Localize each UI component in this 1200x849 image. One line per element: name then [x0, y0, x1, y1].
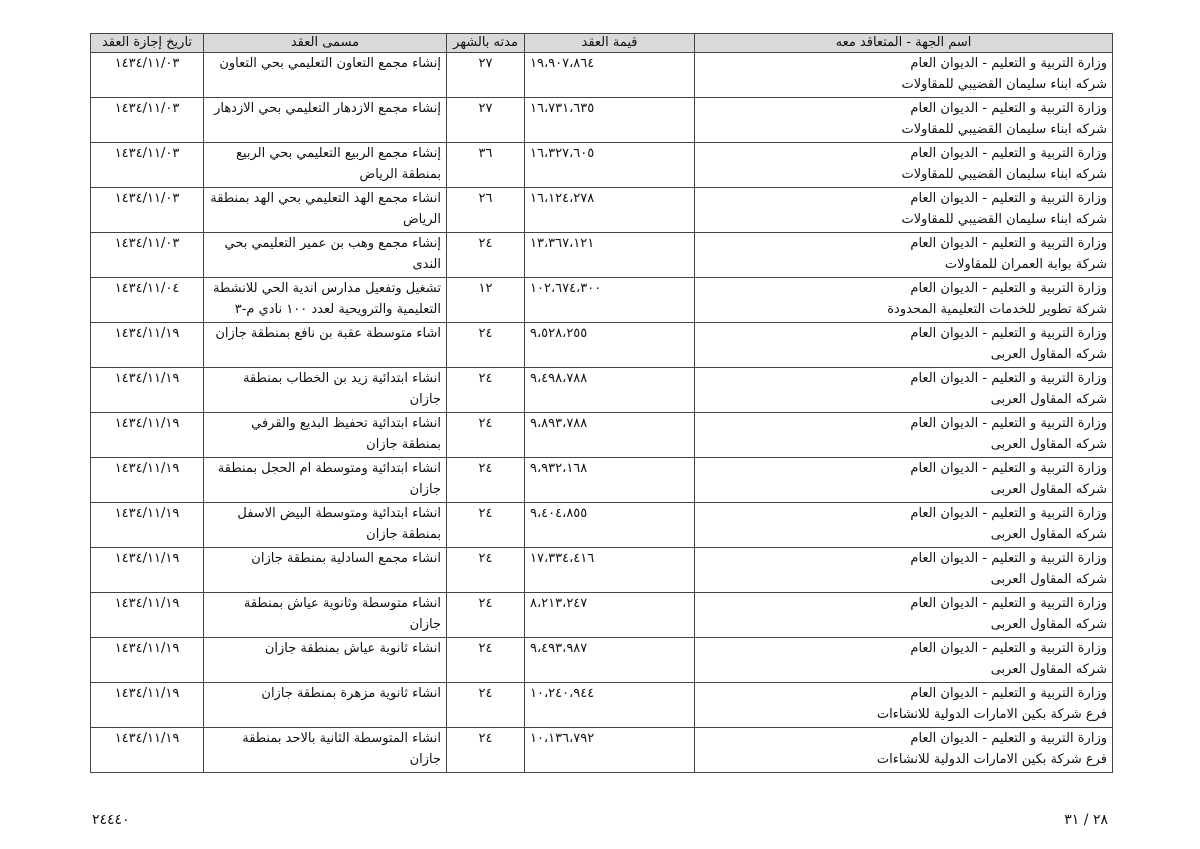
party-contractor: شركه المقاول العربى: [990, 617, 1107, 632]
cell-date: ١٤٣٤/١١/١٩: [91, 638, 204, 683]
cell-contract-name: انشاء المتوسطة الثانية بالاحد بمنطقة جازان: [204, 728, 447, 773]
cell-contract-name: انشاء ابتدائية زيد بن الخطاب بمنطقة جازان: [204, 368, 447, 413]
party-contractor: شركه المقاول العربى: [990, 347, 1107, 362]
header-value: قيمة العقد: [525, 34, 695, 53]
cell-value: ١٦،٧٣١،٦٣٥: [525, 98, 695, 143]
cell-value: ١٠،١٣٦،٧٩٢: [525, 728, 695, 773]
cell-party: [695, 638, 1113, 683]
party-entity: وزارة التربية و التعليم - الديوان العام: [910, 371, 1107, 386]
cell-value: ١٦،٣٢٧،٦٠٥: [525, 143, 695, 188]
cell-date: ١٤٣٤/١١/١٩: [91, 728, 204, 773]
cell-contract-name: انشاء متوسطة وثانوية عياش بمنطقة جازان: [204, 593, 447, 638]
header-name: مسمى العقد: [204, 34, 447, 53]
cell-date: ١٤٣٤/١١/١٩: [91, 683, 204, 728]
cell-party: [695, 323, 1113, 368]
party-contractor: فرع شركة بكين الامارات الدولية للانشاءات: [876, 752, 1107, 767]
cell-date: ١٤٣٤/١١/١٩: [91, 323, 204, 368]
cell-party: [695, 98, 1113, 143]
cell-party: [695, 413, 1113, 458]
table-row: [91, 593, 1113, 638]
cell-contract-name: إنشاء مجمع وهب بن عمير التعليمي بحي الندى: [204, 233, 447, 278]
cell-contract-name: انشاء ثانوية مزهرة بمنطقة جازان: [204, 683, 447, 728]
cell-date: ١٤٣٤/١١/٠٣: [91, 233, 204, 278]
party-entity: وزارة التربية و التعليم - الديوان العام: [910, 731, 1107, 746]
party-contractor: فرع شركة بكين الامارات الدولية للانشاءات: [876, 707, 1107, 722]
cell-value: ١٦،١٢٤،٢٧٨: [525, 188, 695, 233]
cell-value: ١٠٢،٦٧٤،٣٠٠: [525, 278, 695, 323]
cell-value: ١٧،٣٣٤،٤١٦: [525, 548, 695, 593]
party-entity: وزارة التربية و التعليم - الديوان العام: [910, 551, 1107, 566]
cell-contract-name: إنشاء مجمع التعاون التعليمي بحي التعاون: [204, 53, 447, 98]
party-contractor: شركه المقاول العربى: [990, 527, 1107, 542]
table-row: [91, 728, 1113, 773]
table-row: [91, 638, 1113, 683]
party-contractor: شركه المقاول العربى: [990, 482, 1107, 497]
cell-contract-name: انشاء ابتدائية ومتوسطة ام الحجل بمنطقة جازان: [204, 458, 447, 503]
cell-duration: ٢٧: [447, 53, 525, 98]
party-entity: وزارة التربية و التعليم - الديوان العام: [910, 191, 1107, 206]
cell-date: ١٤٣٤/١١/١٩: [91, 458, 204, 503]
table-row: [91, 413, 1113, 458]
cell-date: ١٤٣٤/١١/١٩: [91, 368, 204, 413]
cell-date: ١٤٣٤/١١/١٩: [91, 548, 204, 593]
cell-party: [695, 143, 1113, 188]
party-entity: وزارة التربية و التعليم - الديوان العام: [910, 101, 1107, 116]
party-entity: وزارة التربية و التعليم - الديوان العام: [910, 416, 1107, 431]
table-row: [91, 98, 1113, 143]
cell-duration: ٢٤: [447, 728, 525, 773]
cell-duration: ٢٤: [447, 593, 525, 638]
party-entity: وزارة التربية و التعليم - الديوان العام: [910, 596, 1107, 611]
cell-contract-name: اشاء متوسطة عقبة بن نافع بمنطقة جازان: [204, 323, 447, 368]
party-contractor: شركة بوابة العمران للمقاولات: [944, 257, 1107, 272]
cell-value: ١٣،٣٦٧،١٢١: [525, 233, 695, 278]
cell-date: ١٤٣٤/١١/١٩: [91, 413, 204, 458]
party-contractor: شركه المقاول العربى: [990, 572, 1107, 587]
party-contractor: شركه المقاول العربى: [990, 392, 1107, 407]
cell-duration: ٢٤: [447, 458, 525, 503]
table-row: [91, 143, 1113, 188]
table-row: [91, 683, 1113, 728]
table-row: [91, 368, 1113, 413]
party-entity: وزارة التربية و التعليم - الديوان العام: [910, 461, 1107, 476]
cell-duration: ٢٦: [447, 188, 525, 233]
party-entity: وزارة التربية و التعليم - الديوان العام: [910, 686, 1107, 701]
cell-duration: ٢٤: [447, 233, 525, 278]
contracts-sheet: [90, 33, 1112, 773]
cell-party: [695, 593, 1113, 638]
cell-party: [695, 188, 1113, 233]
party-contractor: شركة تطوير للخدمات التعليمية المحدودة: [887, 302, 1107, 317]
party-entity: وزارة التربية و التعليم - الديوان العام: [910, 56, 1107, 71]
party-entity: وزارة التربية و التعليم - الديوان العام: [910, 326, 1107, 341]
party-contractor: شركه ابناء سليمان القضيبي للمقاولات: [901, 77, 1107, 92]
table-row: [91, 323, 1113, 368]
party-contractor: شركه المقاول العربى: [990, 662, 1107, 677]
cell-date: ١٤٣٤/١١/٠٣: [91, 143, 204, 188]
cell-value: ١٠،٢٤٠،٩٤٤: [525, 683, 695, 728]
party-entity: وزارة التربية و التعليم - الديوان العام: [910, 146, 1107, 161]
contracts-table: [90, 33, 1113, 773]
cell-date: ١٤٣٤/١١/١٩: [91, 593, 204, 638]
cell-party: [695, 548, 1113, 593]
party-contractor: شركه ابناء سليمان القضيبي للمقاولات: [901, 122, 1107, 137]
table-header-row: [91, 34, 1113, 53]
table-row: [91, 53, 1113, 98]
party-entity: وزارة التربية و التعليم - الديوان العام: [910, 641, 1107, 656]
cell-contract-name: انشاء مجمع السادلية بمنطقة جازان: [204, 548, 447, 593]
table-row: [91, 458, 1113, 503]
cell-date: ١٤٣٤/١١/٠٣: [91, 188, 204, 233]
cell-date: ١٤٣٤/١١/٠٣: [91, 98, 204, 143]
cell-value: ٩،٤٠٤،٨٥٥: [525, 503, 695, 548]
header-date: تاريخ إجازة العقد: [91, 34, 204, 53]
party-entity: وزارة التربية و التعليم - الديوان العام: [910, 281, 1107, 296]
document-number: ٢٤٤٤٠: [92, 812, 130, 828]
cell-duration: ٣٦: [447, 143, 525, 188]
table-row: [91, 233, 1113, 278]
cell-value: ٩،٤٩٣،٩٨٧: [525, 638, 695, 683]
table-row: [91, 188, 1113, 233]
cell-party: [695, 53, 1113, 98]
header-party: اسم الجهة - المتعاقد معه: [695, 34, 1113, 53]
party-entity: وزارة التربية و التعليم - الديوان العام: [910, 236, 1107, 251]
cell-contract-name: تشغيل وتفعيل مدارس اندية الحي للانشطة التعليمية والترويحية لعدد ١٠٠ نادي م-٣: [204, 278, 447, 323]
cell-value: ٩،٨٩٣،٧٨٨: [525, 413, 695, 458]
party-contractor: شركه المقاول العربى: [990, 437, 1107, 452]
cell-contract-name: إنشاء مجمع الازدهار التعليمي بحي الازدهار: [204, 98, 447, 143]
cell-party: [695, 503, 1113, 548]
table-body: [91, 53, 1113, 773]
cell-party: [695, 728, 1113, 773]
page-number: ٢٨ / ٣١: [1064, 812, 1108, 828]
cell-duration: ٢٤: [447, 368, 525, 413]
party-contractor: شركه ابناء سليمان القضيبي للمقاولات: [901, 212, 1107, 227]
cell-duration: ٢٤: [447, 548, 525, 593]
cell-date: ١٤٣٤/١١/١٩: [91, 503, 204, 548]
cell-party: [695, 683, 1113, 728]
cell-date: ١٤٣٤/١١/٠٣: [91, 53, 204, 98]
party-contractor: شركه ابناء سليمان القضيبي للمقاولات: [901, 167, 1107, 182]
cell-contract-name: انشاء ابتدائية تحفيظ البديع والقرفي بمنطقة جازان: [204, 413, 447, 458]
cell-duration: ٢٤: [447, 683, 525, 728]
cell-party: [695, 278, 1113, 323]
table-row: [91, 548, 1113, 593]
header-duration: مدته بالشهر: [447, 34, 525, 53]
table-row: [91, 503, 1113, 548]
cell-party: [695, 233, 1113, 278]
cell-party: [695, 368, 1113, 413]
cell-value: ٩،٩٣٢،١٦٨: [525, 458, 695, 503]
cell-duration: ٢٧: [447, 98, 525, 143]
table-row: [91, 278, 1113, 323]
cell-value: ١٩،٩٠٧،٨٦٤: [525, 53, 695, 98]
party-entity: وزارة التربية و التعليم - الديوان العام: [910, 506, 1107, 521]
cell-party: [695, 458, 1113, 503]
cell-contract-name: انشاء ثانوية عياش بمنطقة جازان: [204, 638, 447, 683]
cell-duration: ٢٤: [447, 413, 525, 458]
cell-duration: ٢٤: [447, 503, 525, 548]
cell-value: ٨،٢١٣،٢٤٧: [525, 593, 695, 638]
cell-value: ٩،٥٢٨،٢٥٥: [525, 323, 695, 368]
cell-value: ٩،٤٩٨،٧٨٨: [525, 368, 695, 413]
cell-duration: ٢٤: [447, 323, 525, 368]
cell-contract-name: انشاء مجمع الهد التعليمي بحي الهد بمنطقة الرياض: [204, 188, 447, 233]
cell-duration: ١٢: [447, 278, 525, 323]
cell-date: ١٤٣٤/١١/٠٤: [91, 278, 204, 323]
cell-contract-name: انشاء ابتدائية ومتوسطة البيض الاسفل بمنطقة جازان: [204, 503, 447, 548]
cell-contract-name: إنشاء مجمع الربيع التعليمي بحي الربيع بمنطقة الرياض: [204, 143, 447, 188]
cell-duration: ٢٤: [447, 638, 525, 683]
